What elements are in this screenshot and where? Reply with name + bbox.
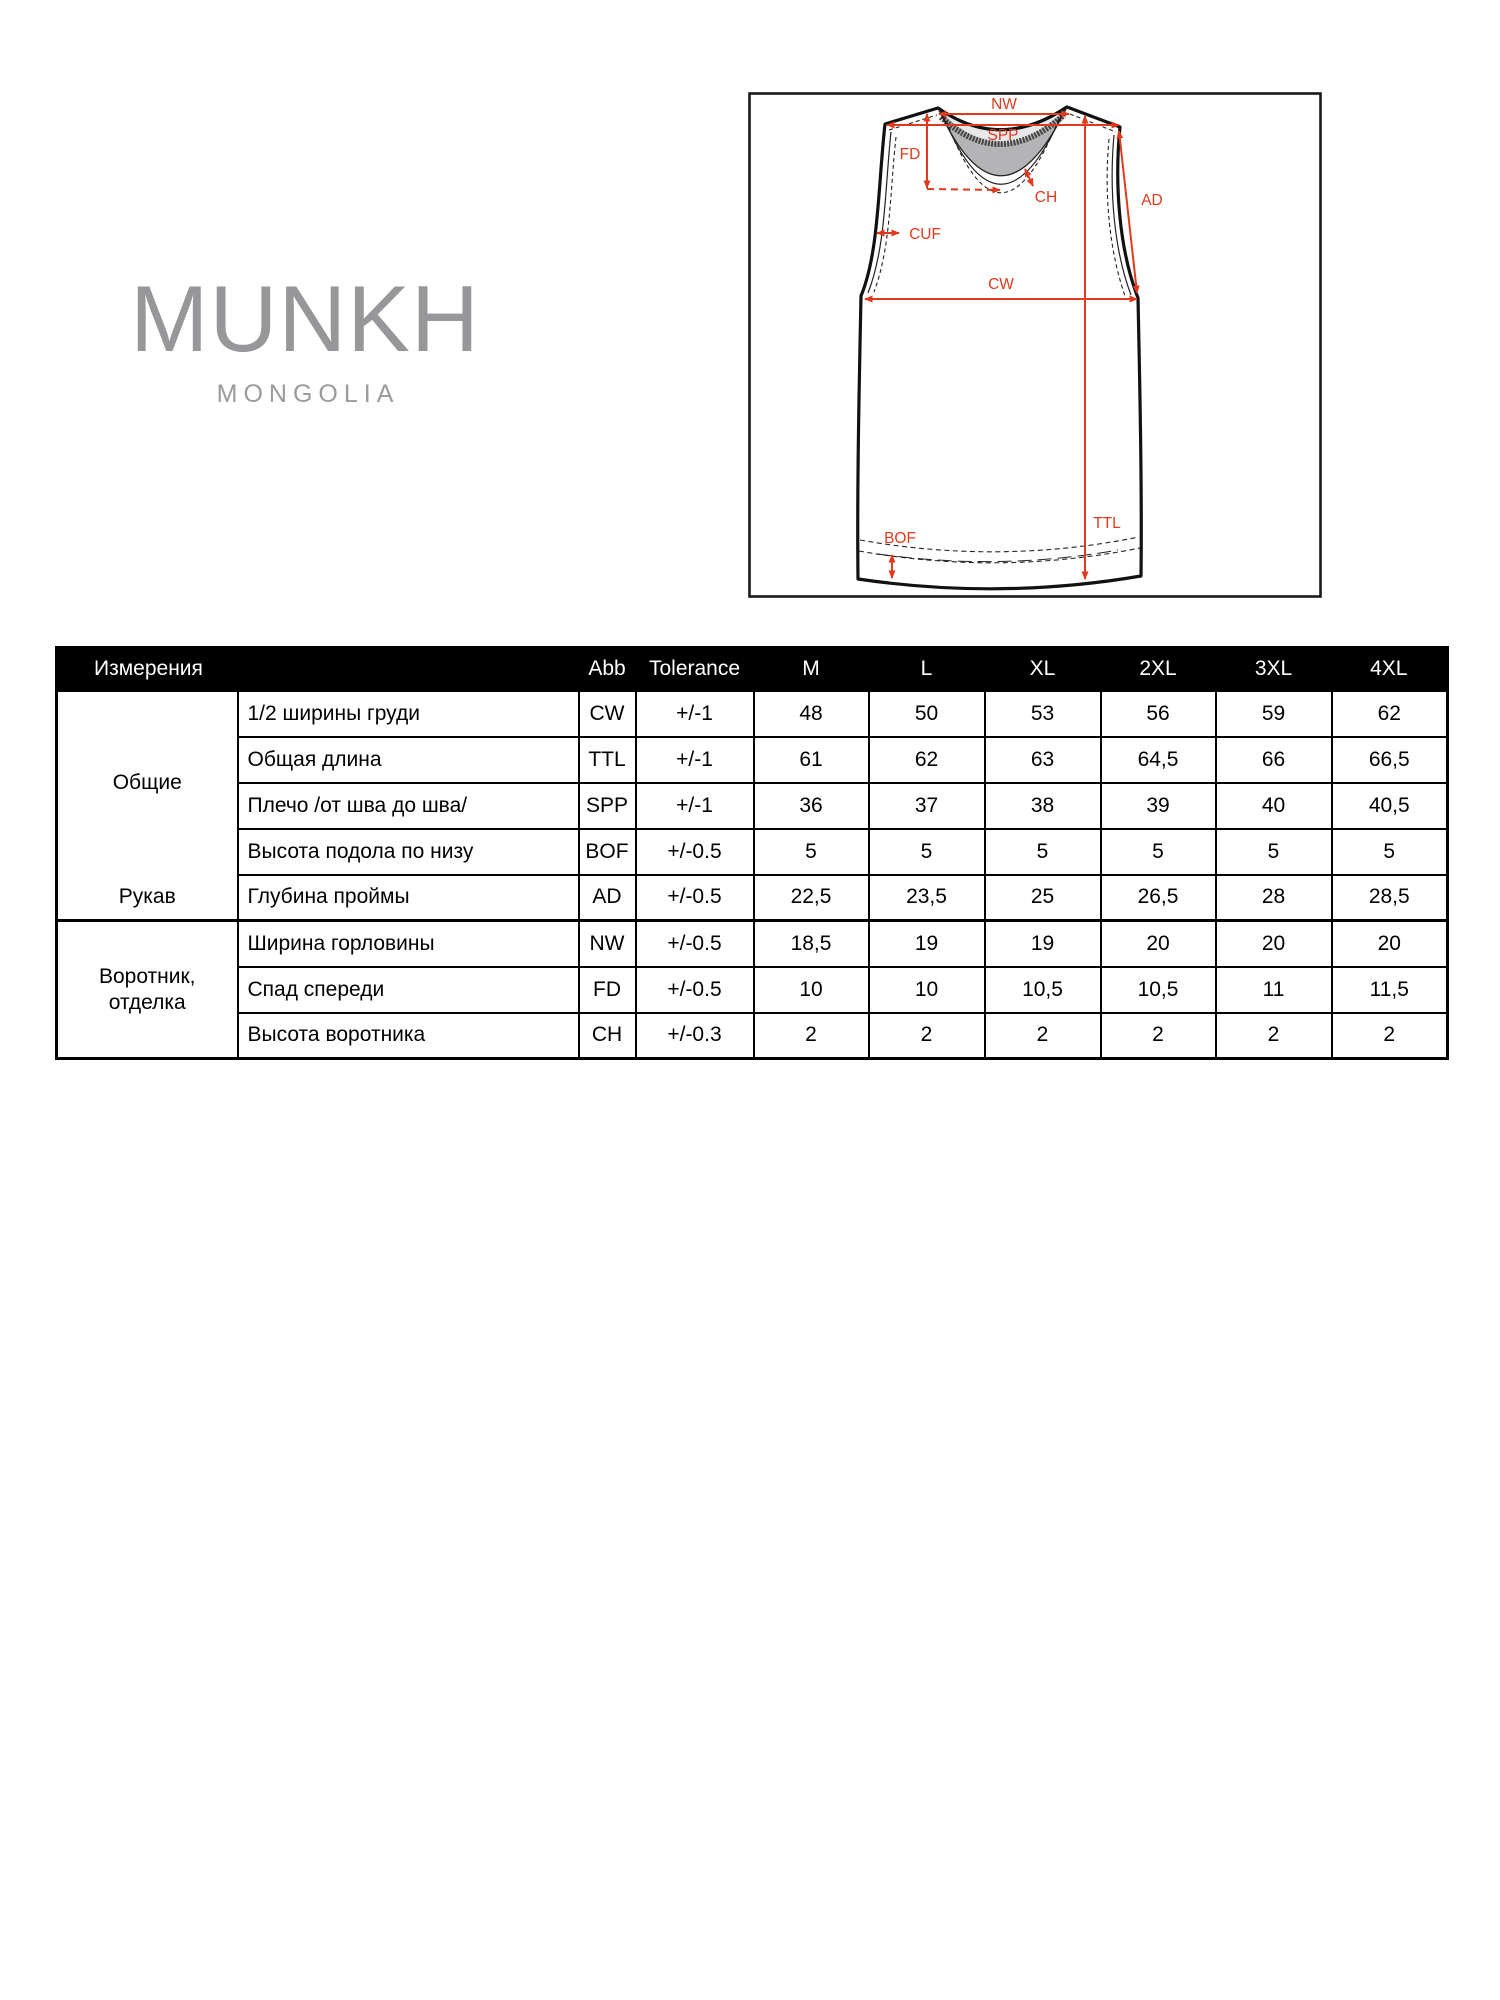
garment-diagram — [748, 92, 1322, 598]
value-cell: 62 — [1332, 691, 1448, 737]
cw-label: CW — [988, 276, 1014, 293]
value-cell: 11 — [1216, 967, 1332, 1013]
value-cell: 23,5 — [869, 875, 985, 921]
measurement-name-cell: Ширина горловины — [238, 921, 579, 967]
abbreviation-cell: BOF — [579, 829, 636, 875]
tolerance-cell: +/-0.5 — [636, 967, 754, 1013]
header-size-xl: XL — [985, 648, 1101, 691]
value-cell: 2 — [1216, 1013, 1332, 1059]
value-cell: 62 — [869, 737, 985, 783]
tolerance-cell: +/-0.5 — [636, 829, 754, 875]
value-cell: 20 — [1332, 921, 1448, 967]
table-row — [57, 1013, 1448, 1059]
group-cell-general: Общие — [57, 691, 238, 875]
ttl-label: TTL — [1093, 515, 1121, 532]
header-size-3xl: 3XL — [1216, 648, 1332, 691]
abbreviation-cell: CH — [579, 1013, 636, 1059]
measurement-name-cell: 1/2 ширины груди — [238, 691, 579, 737]
table-header-row — [57, 648, 1448, 691]
value-cell: 5 — [1332, 829, 1448, 875]
header-size-4xl: 4XL — [1332, 648, 1448, 691]
measurement-name-cell: Общая длина — [238, 737, 579, 783]
value-cell: 64,5 — [1101, 737, 1216, 783]
value-cell: 5 — [1101, 829, 1216, 875]
tolerance-cell: +/-1 — [636, 691, 754, 737]
fd-label: FD — [899, 146, 921, 163]
value-cell: 63 — [985, 737, 1101, 783]
value-cell: 2 — [985, 1013, 1101, 1059]
table-row — [57, 737, 1448, 783]
value-cell: 20 — [1101, 921, 1216, 967]
value-cell: 10,5 — [1101, 967, 1216, 1013]
value-cell: 40,5 — [1332, 783, 1448, 829]
value-cell: 59 — [1216, 691, 1332, 737]
value-cell: 66,5 — [1332, 737, 1448, 783]
value-cell: 20 — [1216, 921, 1332, 967]
value-cell: 10 — [869, 967, 985, 1013]
ad-label: AD — [1141, 192, 1163, 209]
header-measurements: Измерения — [57, 648, 579, 691]
size-table — [55, 646, 1449, 1060]
value-cell: 66 — [1216, 737, 1332, 783]
measurement-name-cell: Высота подола по низу — [238, 829, 579, 875]
group-cell-sleeve: Рукав — [57, 875, 238, 921]
measurement-name-cell: Спад спереди — [238, 967, 579, 1013]
value-cell: 2 — [1332, 1013, 1448, 1059]
table-row — [57, 783, 1448, 829]
tolerance-cell: +/-0.5 — [636, 921, 754, 967]
measurement-name-cell: Высота воротника — [238, 1013, 579, 1059]
table-row — [57, 875, 1448, 921]
abbreviation-cell: NW — [579, 921, 636, 967]
nw-label: NW — [991, 96, 1017, 113]
group-collar-line1: Воротник, — [98, 964, 196, 988]
value-cell: 5 — [1216, 829, 1332, 875]
abbreviation-cell: FD — [579, 967, 636, 1013]
ch-label: CH — [1034, 189, 1058, 206]
value-cell: 19 — [869, 921, 985, 967]
value-cell: 22,5 — [754, 875, 869, 921]
value-cell: 2 — [869, 1013, 985, 1059]
abbreviation-cell: TTL — [579, 737, 636, 783]
value-cell: 28 — [1216, 875, 1332, 921]
header-tolerance: Tolerance — [636, 648, 754, 691]
tolerance-cell: +/-1 — [636, 737, 754, 783]
header-abb: Abb — [579, 648, 636, 691]
tolerance-cell: +/-1 — [636, 783, 754, 829]
value-cell: 61 — [754, 737, 869, 783]
abbreviation-cell: SPP — [579, 783, 636, 829]
header-size-m: M — [754, 648, 869, 691]
value-cell: 26,5 — [1101, 875, 1216, 921]
spp-label: SPP — [987, 127, 1019, 144]
cuf-label: CUF — [909, 226, 941, 243]
value-cell: 40 — [1216, 783, 1332, 829]
header-size-2xl: 2XL — [1101, 648, 1216, 691]
value-cell: 2 — [754, 1013, 869, 1059]
value-cell: 56 — [1101, 691, 1216, 737]
value-cell: 39 — [1101, 783, 1216, 829]
value-cell: 28,5 — [1332, 875, 1448, 921]
measurement-name-cell: Плечо /от шва до шва/ — [238, 783, 579, 829]
value-cell: 48 — [754, 691, 869, 737]
group-cell-collar — [57, 921, 238, 1059]
abbreviation-cell: AD — [579, 875, 636, 921]
bof-label: BOF — [884, 530, 916, 547]
value-cell: 36 — [754, 783, 869, 829]
value-cell: 25 — [985, 875, 1101, 921]
brand-subtitle: MONGOLIA — [216, 380, 400, 408]
tolerance-cell: +/-0.3 — [636, 1013, 754, 1059]
value-cell: 11,5 — [1332, 967, 1448, 1013]
value-cell: 5 — [985, 829, 1101, 875]
value-cell: 5 — [869, 829, 985, 875]
group-collar-line2: отделка — [108, 990, 186, 1014]
table-row — [57, 829, 1448, 875]
value-cell: 10,5 — [985, 967, 1101, 1013]
tolerance-cell: +/-0.5 — [636, 875, 754, 921]
brand-name: MUNKH — [130, 266, 480, 371]
table-row — [57, 921, 1448, 967]
measurement-name-cell: Глубина проймы — [238, 875, 579, 921]
value-cell: 19 — [985, 921, 1101, 967]
brand-logo — [115, 266, 495, 408]
value-cell: 5 — [754, 829, 869, 875]
table-row — [57, 967, 1448, 1013]
value-cell: 38 — [985, 783, 1101, 829]
value-cell: 53 — [985, 691, 1101, 737]
abbreviation-cell: CW — [579, 691, 636, 737]
header-size-l: L — [869, 648, 985, 691]
value-cell: 50 — [869, 691, 985, 737]
table-row — [57, 691, 1448, 737]
value-cell: 10 — [754, 967, 869, 1013]
value-cell: 18,5 — [754, 921, 869, 967]
value-cell: 37 — [869, 783, 985, 829]
value-cell: 2 — [1101, 1013, 1216, 1059]
